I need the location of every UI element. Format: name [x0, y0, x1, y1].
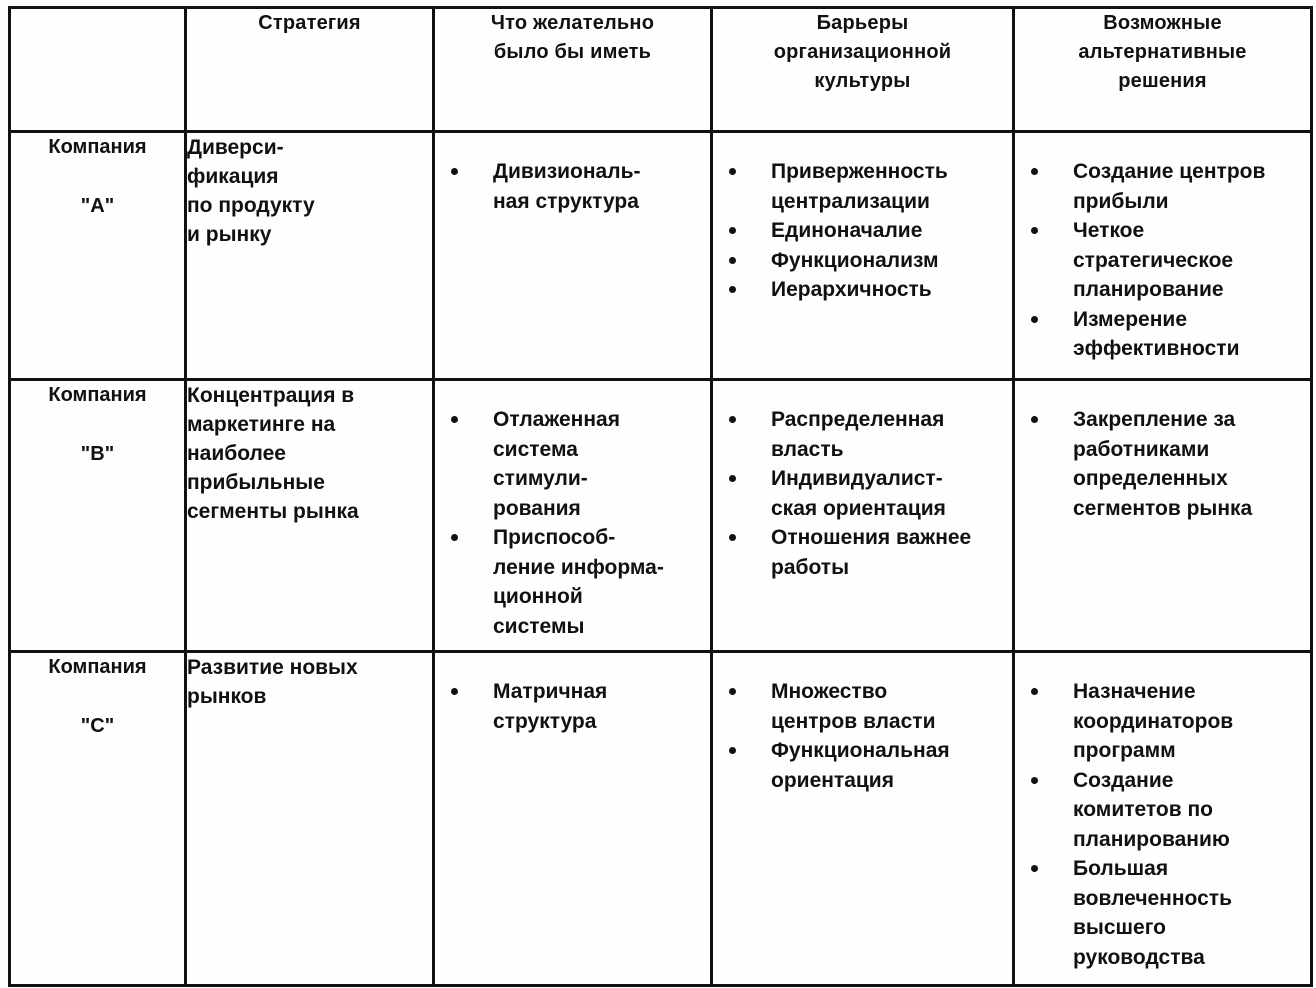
header-barriers: Барьеры организационной культуры	[712, 8, 1014, 132]
list-item: Единоначалие	[713, 216, 1002, 246]
bullet-icon	[729, 688, 736, 695]
company-letter: "А"	[80, 195, 115, 217]
company-label: Компания	[48, 136, 147, 158]
list-item: Матричная структура	[435, 677, 700, 736]
bullet-icon	[451, 416, 458, 423]
company-cell	[10, 132, 186, 380]
company-label: Компания	[48, 384, 147, 406]
list-item: Отлаженная система стимули- рования	[435, 405, 700, 523]
header-solutions: Возможные альтернативные решения	[1014, 8, 1312, 132]
solutions-cell	[1014, 380, 1312, 652]
desired-cell	[434, 132, 712, 380]
bullet-icon	[1031, 416, 1038, 423]
list-item: Измерение эффективности	[1015, 305, 1300, 364]
solutions-cell	[1014, 132, 1312, 380]
bullet-icon	[1031, 865, 1038, 872]
bullet-icon	[729, 257, 736, 264]
bullet-icon	[451, 168, 458, 175]
strategy-culture-table	[8, 6, 1313, 987]
list-item: Функциональная ориентация	[713, 736, 1002, 795]
list-item: Отношения важнее работы	[713, 523, 1002, 582]
table-row-company-b	[10, 380, 1312, 652]
list-item: Приспособ- ление информа- ционной системы	[435, 523, 700, 641]
header-strategy: Стратегия	[186, 8, 434, 132]
header-row	[10, 8, 1312, 132]
bullet-icon	[729, 475, 736, 482]
list-item: Большая вовлеченность высшего руководства	[1015, 854, 1300, 972]
list-item: Закрепление за работниками определенных сегментов рынка	[1015, 405, 1300, 523]
list-item: Иерархичность	[713, 275, 1002, 305]
bullet-icon	[451, 688, 458, 695]
strategy-cell: Развитие новых рынков	[186, 652, 434, 986]
list-item: Создание центров прибыли	[1015, 157, 1300, 216]
bullet-icon	[729, 416, 736, 423]
desired-cell	[434, 380, 712, 652]
barriers-cell	[712, 652, 1014, 986]
company-cell	[10, 380, 186, 652]
solutions-cell	[1014, 652, 1312, 986]
list-item: Четкое стратегическое планирование	[1015, 216, 1300, 305]
company-letter: "В"	[80, 443, 115, 465]
list-item: Создание комитетов по планированию	[1015, 766, 1300, 855]
list-item: Дивизиональ- ная структура	[435, 157, 700, 216]
bullet-icon	[1031, 777, 1038, 784]
company-letter: "С"	[80, 715, 115, 737]
desired-cell	[434, 652, 712, 986]
list-item: Назначение координаторов программ	[1015, 677, 1300, 766]
bullet-icon	[729, 747, 736, 754]
bullet-icon	[729, 534, 736, 541]
list-item: Распределенная власть	[713, 405, 1002, 464]
header-desired: Что желательно было бы иметь	[434, 8, 712, 132]
table-row-company-a	[10, 132, 1312, 380]
list-item: Индивидуалист- ская ориентация	[713, 464, 1002, 523]
list-item: Функционализм	[713, 246, 1002, 276]
bullet-icon	[1031, 168, 1038, 175]
bullet-icon	[1031, 316, 1038, 323]
bullet-icon	[1031, 688, 1038, 695]
table-row-company-c	[10, 652, 1312, 986]
list-item: Множество центров власти	[713, 677, 1002, 736]
bullet-icon	[729, 227, 736, 234]
barriers-cell	[712, 380, 1014, 652]
list-item: Приверженность централизации	[713, 157, 1002, 216]
strategy-cell: Диверси- фикация по продукту и рынку	[186, 132, 434, 380]
strategy-cell: Концентрация в маркетинге на наиболее прибыльные сегменты рынка	[186, 380, 434, 652]
company-label: Компания	[48, 656, 147, 678]
bullet-icon	[729, 168, 736, 175]
bullet-icon	[451, 534, 458, 541]
bullet-icon	[729, 286, 736, 293]
bullet-icon	[1031, 227, 1038, 234]
header-corner	[10, 8, 186, 132]
barriers-cell	[712, 132, 1014, 380]
company-cell	[10, 652, 186, 986]
